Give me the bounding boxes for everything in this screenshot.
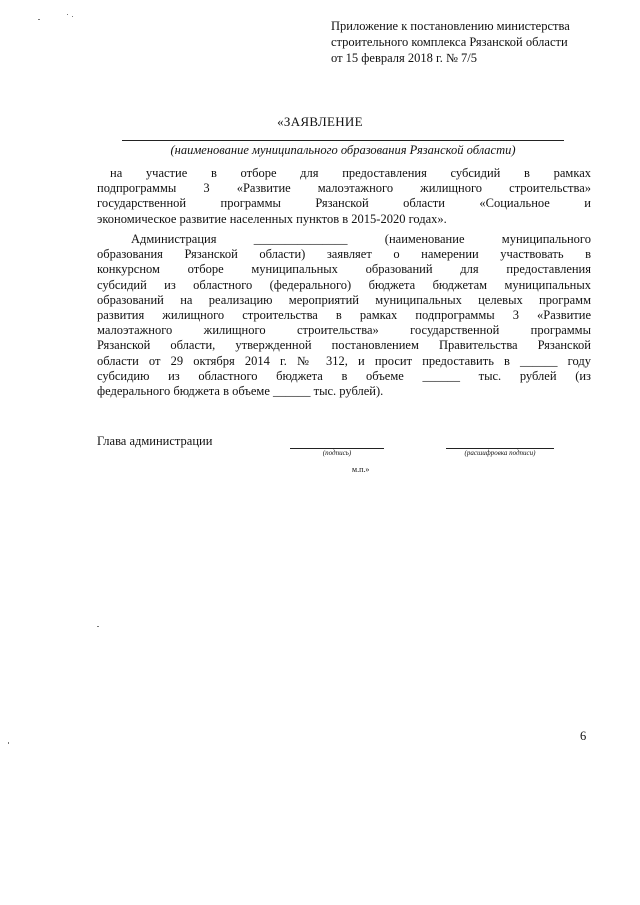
paragraph-line: государственной программы Рязанской области «Социальное и [97,196,591,211]
paragraph-line: экономическое развитие населенных пунктов в 2015-2020 годах». [97,211,447,226]
scan-speck [38,19,40,20]
header-note-line: Приложение к постановлению министерства [331,19,570,33]
scan-speck [67,14,68,15]
paragraph-line: на участие в отборе для предоставления субсидий в рамках [110,166,591,180]
paragraph-line: Рязанской области, утвержденной постановлением Правительства Рязанской [97,338,591,353]
decoding-caption: (расшифровка подписи) [464,449,536,457]
scan-speck [8,742,9,744]
paragraph-line: федерального бюджета в объеме ______ тыс. рублей). [97,384,384,399]
paragraph-line: субсидий из областного (федерального) бюджета бюджетам муниципальных [97,277,591,292]
paragraph-application [97,232,591,399]
scan-speck [97,626,99,627]
municipality-blank-line [122,140,564,141]
document-title: «ЗАЯВЛЕНИЕ [277,114,363,129]
paragraph-line: Администрация _______________ (наименование муниципального [131,232,591,246]
header-note [331,18,621,66]
paragraph-line: образования Рязанской области) заявляет о намерении участвовать в [97,247,591,262]
header-note-line: строительного комплекса Рязанской области [331,35,568,49]
stamp-place-label: м.п.» [352,465,370,474]
paragraph-line: подпрограммы 3 «Развитие малоэтажного жилищного строительства» [97,181,591,196]
paragraph-line: развития жилищного строительства в рамках подпрограммы 3 «Развитие [97,308,591,323]
head-of-administration-label: Глава администрации [97,434,213,448]
paragraph-line: малоэтажного жилищного строительства» государственной программы [97,323,591,338]
page-number: 6 [580,729,587,743]
scan-speck [72,16,73,17]
paragraph-line: образований на реализацию мероприятий муниципальных целевых программ [97,292,591,307]
paragraph-participation [97,166,591,227]
paragraph-line: области от 29 октября 2014 г. № 312, и просит предоставить в ______ году [97,353,591,368]
signature-caption: (подпись) [322,449,352,457]
municipality-caption: (наименование муниципального образования Рязанской области) [170,143,516,157]
header-note-line: от 15 февраля 2018 г. № 7/5 [331,51,477,65]
paragraph-line: субсидию из областного бюджета в объеме ______ тыс. рублей (из [97,368,591,383]
paragraph-line: конкурсном отборе муниципальных образований для предоставления [97,262,591,277]
